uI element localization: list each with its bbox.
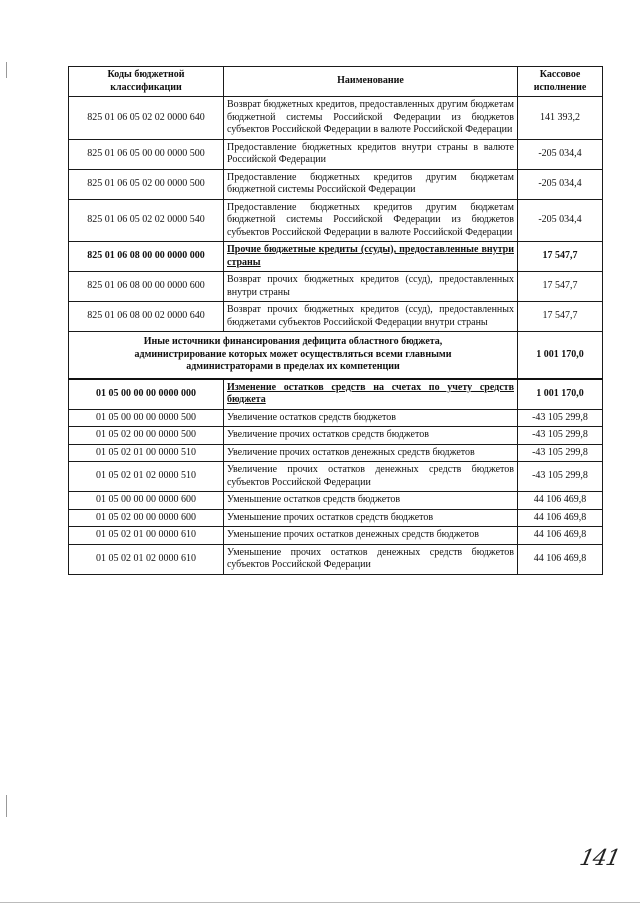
page-number: 141 [577, 846, 622, 871]
amount-cell: 44 106 469,8 [518, 527, 603, 545]
budget-code-cell: 825 01 06 05 00 00 0000 500 [69, 139, 224, 169]
budget-code-cell: 01 05 02 00 00 0000 600 [69, 509, 224, 527]
table-header-row [69, 67, 603, 97]
budget-code-cell: 01 05 00 00 00 0000 600 [69, 492, 224, 510]
item-name-cell: Уменьшение прочих остатков средств бюджетов [224, 509, 518, 527]
amount-cell: -43 105 299,8 [518, 409, 603, 427]
item-name-cell: Уменьшение прочих остатков денежных средств бюджетов [224, 527, 518, 545]
table-row [69, 492, 603, 510]
amount-cell: 17 547,7 [518, 242, 603, 272]
amount-cell: -205 034,4 [518, 199, 603, 242]
item-name-cell: Возврат прочих бюджетных кредитов (ссуд), предоставленных бюджетами субъектов Российской Федерации внутри страны [224, 302, 518, 332]
table-row [69, 544, 603, 574]
budget-code-cell: 825 01 06 08 00 00 0000 600 [69, 272, 224, 302]
table-row [69, 462, 603, 492]
section-row [69, 332, 603, 379]
budget-code-cell: 825 01 06 05 02 02 0000 540 [69, 199, 224, 242]
item-name-cell: Увеличение прочих остатков средств бюджетов [224, 427, 518, 445]
table-row [69, 272, 603, 302]
budget-sources-table [68, 66, 603, 575]
header-amount: Кассовое исполнение [518, 67, 603, 97]
table-row [69, 409, 603, 427]
margin-mark [6, 62, 7, 78]
budget-code-cell: 01 05 02 01 02 0000 610 [69, 544, 224, 574]
amount-cell: 141 393,2 [518, 97, 603, 140]
header-name: Наименование [224, 67, 518, 97]
budget-code-cell: 01 05 02 01 00 0000 510 [69, 444, 224, 462]
item-name-cell: Уменьшение прочих остатков денежных средств бюджетов субъектов Российской Федерации [224, 544, 518, 574]
table-body-credits [69, 97, 603, 332]
budget-code-cell: 01 05 00 00 00 0000 500 [69, 409, 224, 427]
budget-code-cell: 01 05 02 01 00 0000 610 [69, 527, 224, 545]
item-name-cell: Возврат бюджетных кредитов, предоставленных другим бюджетам бюджетной системы Российской Федерации из бюджетов субъектов Российской Федерации в валюте Российской Федерации [224, 97, 518, 140]
table-row [69, 242, 603, 272]
table-row [69, 444, 603, 462]
amount-cell: 44 106 469,8 [518, 509, 603, 527]
budget-code-cell: 825 01 06 08 00 02 0000 640 [69, 302, 224, 332]
item-name-cell: Предоставление бюджетных кредитов другим бюджетам бюджетной системы Российской Федерации из бюджетов субъектов Российской Федерации в валюте Российской Федерации [224, 199, 518, 242]
amount-cell: 1 001 170,0 [518, 379, 603, 410]
item-name-cell: Уменьшение остатков средств бюджетов [224, 492, 518, 510]
table-body-section [69, 332, 603, 379]
table-row [69, 97, 603, 140]
table-row [69, 427, 603, 445]
amount-cell: -205 034,4 [518, 169, 603, 199]
table-row [69, 139, 603, 169]
table-row [69, 509, 603, 527]
item-name-cell: Предоставление бюджетных кредитов внутри страны в валюте Российской Федерации [224, 139, 518, 169]
budget-code-cell: 01 05 02 00 00 0000 500 [69, 427, 224, 445]
table-row [69, 379, 603, 410]
item-name-cell: Предоставление бюджетных кредитов другим бюджетам бюджетной системы Российской Федерации [224, 169, 518, 199]
amount-cell: -205 034,4 [518, 139, 603, 169]
item-name-cell: Возврат прочих бюджетных кредитов (ссуд), предоставленных внутри страны [224, 272, 518, 302]
item-name-cell: Увеличение остатков средств бюджетов [224, 409, 518, 427]
table-row [69, 199, 603, 242]
budget-code-cell: 01 05 00 00 00 0000 000 [69, 379, 224, 410]
page-edge-line [0, 902, 640, 903]
budget-code-cell: 825 01 06 08 00 00 0000 000 [69, 242, 224, 272]
budget-code-cell: 825 01 06 05 02 00 0000 500 [69, 169, 224, 199]
item-name-cell: Увеличение прочих остатков денежных средств бюджетов субъектов Российской Федерации [224, 462, 518, 492]
amount-cell: -43 105 299,8 [518, 462, 603, 492]
table-body-balances [69, 379, 603, 575]
amount-cell: -43 105 299,8 [518, 444, 603, 462]
section-title: Иные источники финансирования дефицита областного бюджета, администрирование которых может осуществляться всеми главными администраторами в пределах их компетенции [69, 332, 518, 379]
amount-cell: -43 105 299,8 [518, 427, 603, 445]
section-amount: 1 001 170,0 [518, 332, 603, 379]
table-row [69, 527, 603, 545]
budget-code-cell: 01 05 02 01 02 0000 510 [69, 462, 224, 492]
budget-code-cell: 825 01 06 05 02 02 0000 640 [69, 97, 224, 140]
amount-cell: 44 106 469,8 [518, 544, 603, 574]
header-codes: Коды бюджетной классификации [69, 67, 224, 97]
table-row [69, 302, 603, 332]
table-row [69, 169, 603, 199]
item-name-cell: Прочие бюджетные кредиты (ссуды), предоставленные внутри страны [224, 242, 518, 272]
amount-cell: 17 547,7 [518, 272, 603, 302]
margin-mark [6, 795, 7, 817]
item-name-cell: Увеличение прочих остатков денежных средств бюджетов [224, 444, 518, 462]
item-name-cell: Изменение остатков средств на счетах по учету средств бюджета [224, 379, 518, 410]
amount-cell: 44 106 469,8 [518, 492, 603, 510]
amount-cell: 17 547,7 [518, 302, 603, 332]
